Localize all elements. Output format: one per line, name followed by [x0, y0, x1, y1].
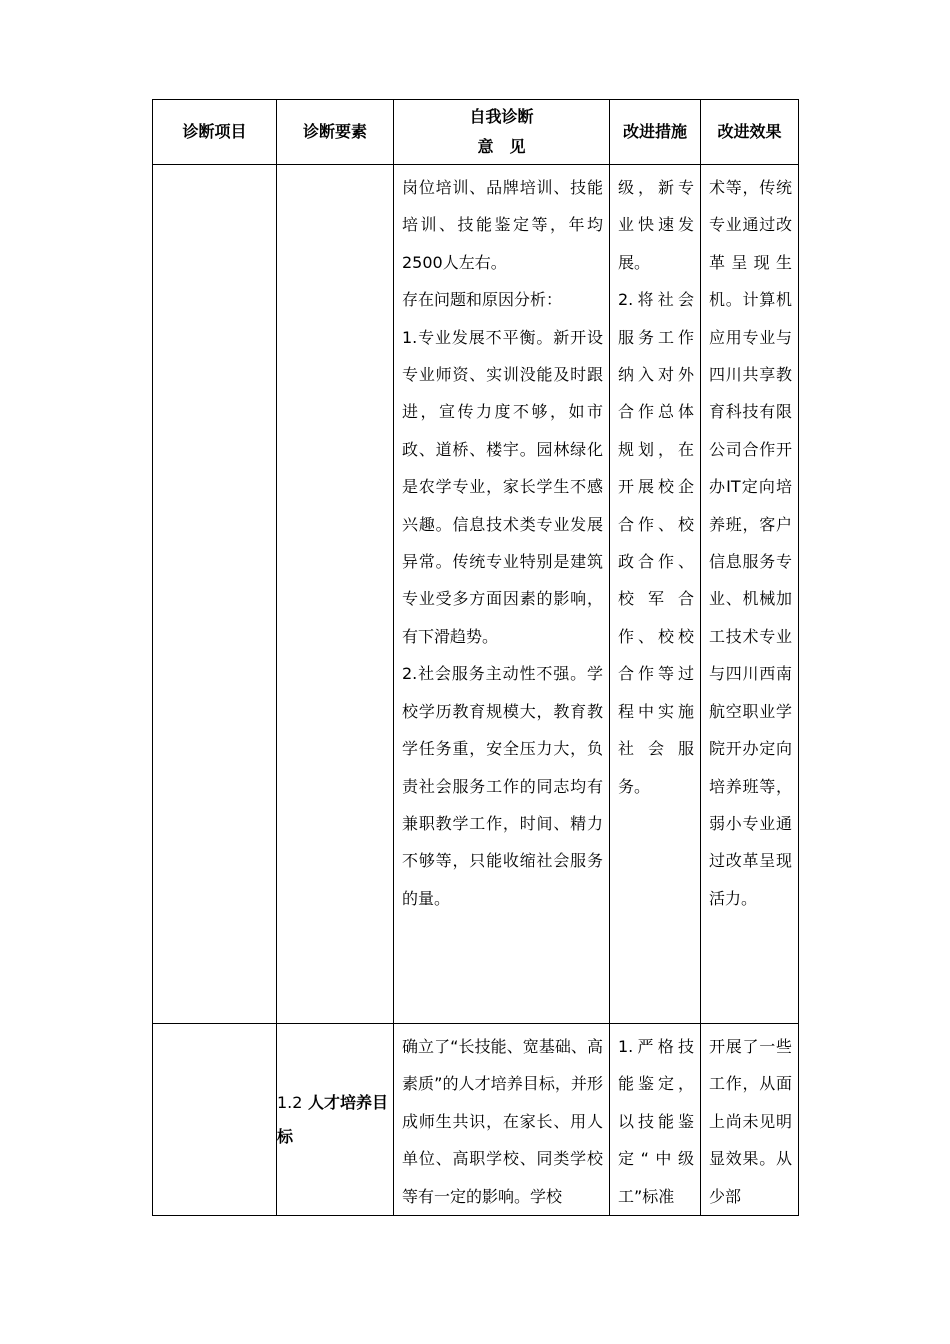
diagnosis-item-cell: [153, 1024, 277, 1216]
measures-paragraph: 级，新专业快速发展。: [618, 178, 694, 272]
diagnosis-element-cell: [277, 165, 394, 1024]
opinion-paragraph: 1.专业发展不平衡。新开设专业师资、实训没能及时跟进，宣传力度不够，如市政、道桥、楼宇。园林绿化是农学专业，家长学生不感兴趣。信息技术类专业发展异常。传统专业特别是建筑专业受多方面因素的影响，有下滑趋势。: [402, 327, 603, 646]
header-diagnosis-element: 诊断要素: [277, 100, 394, 165]
opinion-paragraph: 确立了“长技能、宽基础、高素质”的人才培养目标，并形成师生共识，在家长、用人单位、高职学校、同类学校等有一定的影响。学校: [402, 1037, 603, 1206]
header-improvement-effect: 改进效果: [701, 100, 799, 165]
header-improvement-measures: 改进措施: [610, 100, 701, 165]
opinion-paragraph: 存在问题和原因分析：: [402, 290, 563, 310]
diagnosis-item-cell: [153, 165, 277, 1024]
opinion-paragraph: 2.社会服务主动性不强。学校学历教育规模大，教育教学任务重，安全压力大，负责社会服务工作的同志均有兼职教学工作，时间、精力不够等，只能收缩社会服务的量。: [402, 664, 603, 908]
element-number: 1.2: [277, 1092, 303, 1112]
improvement-effect-cell: [701, 165, 799, 1024]
header-self-diagnosis-line2: 意 见: [477, 137, 526, 156]
self-diagnosis-cell: [394, 1024, 610, 1216]
measures-paragraph: 2.将社会服务工作纳入对外合作总体规划，在开展校企合作、校政合作、校军合作、校校合作等过程中实施社会服务。: [618, 290, 694, 796]
table-row: [153, 1024, 799, 1216]
improvement-effect-cell: [701, 1024, 799, 1216]
header-self-diagnosis-line1: 自我诊断: [469, 107, 534, 126]
effect-paragraph: 开展了一些工作，从面上尚未见明显效果。从少部: [709, 1037, 792, 1206]
header-diagnosis-item: 诊断项目: [153, 100, 277, 165]
improvement-measures-cell: [610, 165, 701, 1024]
element-label: 人才培养目标: [277, 1092, 389, 1146]
effect-paragraph: 术等，传统专业通过改革呈现生机。计算机应用专业与四川共享教育科技有限公司合作开办IT定向培养班，客户信息服务专业、机械加工技术专业与四川西南航空职业学院开办定向培养班等，弱小专业通过改革呈现活力。: [709, 178, 792, 908]
measures-paragraph: 1.严格技能鉴定，以技能鉴定“中级工”标准: [618, 1037, 694, 1206]
table-row: [153, 165, 799, 1024]
header-row: [153, 100, 799, 165]
opinion-paragraph: 岗位培训、品牌培训、技能培训、技能鉴定等，年均2500人左右。: [402, 178, 603, 272]
diagnosis-table: [152, 99, 799, 1216]
self-diagnosis-cell: [394, 165, 610, 1024]
header-self-diagnosis: [394, 100, 610, 165]
improvement-measures-cell: [610, 1024, 701, 1216]
diagnosis-element-cell: [277, 1024, 394, 1216]
